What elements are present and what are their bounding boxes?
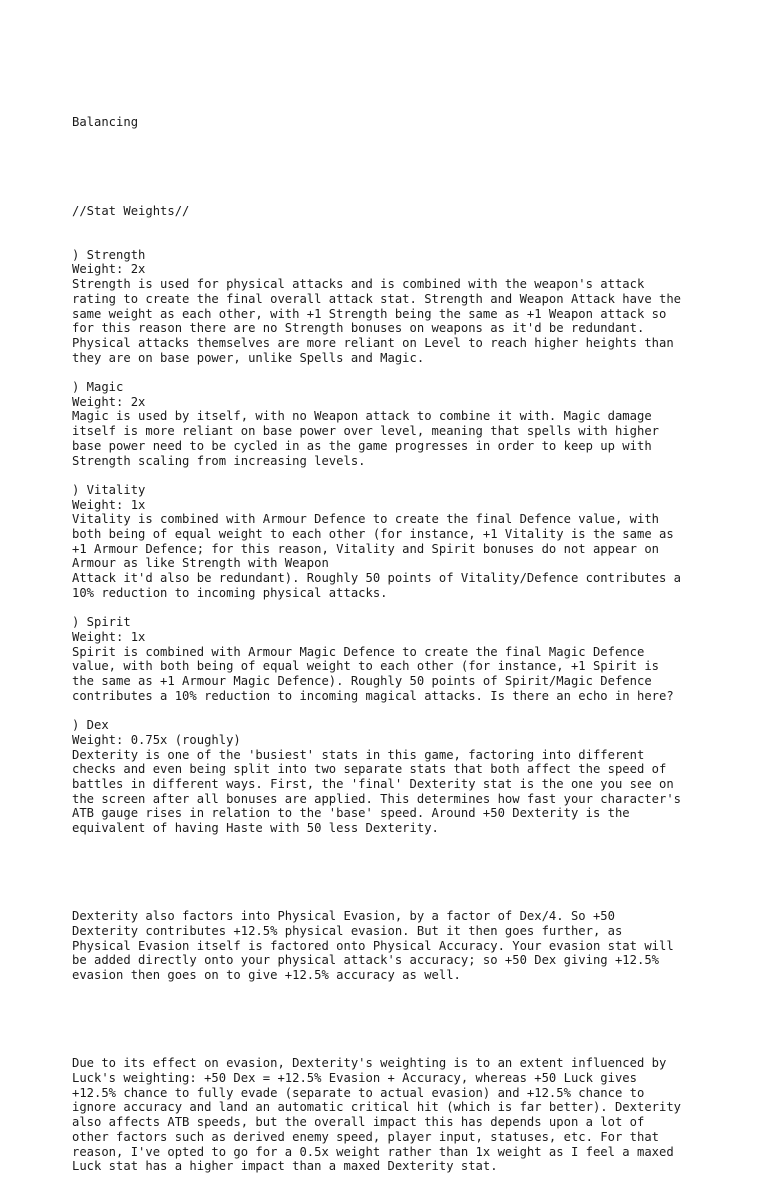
text-line: the screen after all bonuses are applied. This determines how fast your character's (72, 791, 682, 806)
text-line: 10% reduction to incoming physical attacks. (72, 585, 388, 600)
text-line: itself is more reliant on base power over level, meaning that spells with higher (72, 424, 659, 439)
text-line: ATB gauge rises in relation to the 'base' speed. Around +50 Dexterity is the (72, 806, 630, 821)
text-line: Physical Evasion itself is factored onto Physical Accuracy. Your evasion stat will (72, 938, 674, 953)
text-line: Dexterity also factors into Physical Evasion, by a factor of Dex/4. So +50 (72, 909, 615, 924)
spacer (72, 365, 712, 380)
text-line: Strength is used for physical attacks and is combined with the weapon's attack (72, 277, 645, 292)
text-line: Armour as like Strength with Weapon (72, 556, 329, 571)
stat-name: ) Vitality (72, 482, 146, 497)
text-line: +12.5% chance to fully evade (separate to actual evasion) and +12.5% chance to (72, 1085, 645, 1100)
text-line: other factors such as derived enemy speed, player input, statuses, etc. For that (72, 1129, 659, 1144)
text-line: +1 Armour Defence; for this reason, Vitality and Spirit bonuses do not appear on (72, 541, 659, 556)
text-line: both being of equal weight to each other (for instance, +1 Vitality is the same as (72, 527, 674, 542)
text-line: also affects ATB speeds, but the overall impact this has depends upon a lot of (72, 1115, 645, 1130)
text-line: Dexterity contributes +12.5% physical evasion. But it then goes further, as (72, 923, 623, 938)
dex-paragraph-2 (72, 909, 712, 983)
dex-paragraph-3 (72, 1056, 712, 1174)
text-line: reason, I've opted to go for a 0.5x weight rather than 1x weight as I feel a maxed (72, 1144, 674, 1159)
text-line: Attack it'd also be redundant). Roughly 50 points of Vitality/Defence contributes a (72, 571, 682, 586)
text-line: Physical attacks themselves are more reliant on Level to reach higher heights than (72, 335, 674, 350)
spacer (72, 865, 712, 880)
text-line: they are on base power, unlike Spells and Magic. (72, 350, 425, 365)
stat-section (72, 248, 712, 366)
text-line: Vitality is combined with Armour Defence to create the final Defence value, with (72, 512, 659, 527)
stat-weight: Weight: 2x (72, 262, 146, 277)
text-line: ignore accuracy and land an automatic critical hit (which is far better). Dexterity (72, 1100, 682, 1115)
text-line: Dexterity is one of the 'busiest' stats in this game, factoring into different (72, 747, 645, 762)
stat-name: ) Dex (72, 718, 109, 733)
text-line: Strength scaling from increasing levels. (72, 453, 366, 468)
text-line: checks and even being split into two separate stats that both affect the speed of (72, 762, 667, 777)
text-line: for this reason there are no Strength bonuses on weapons as it'd be redundant. (72, 321, 645, 336)
text-line: be added directly onto your physical attack's accuracy; so +50 Dex giving +12.5% (72, 953, 659, 968)
text-line: Magic is used by itself, with no Weapon attack to combine it with. Magic damage (72, 409, 652, 424)
stat-section (72, 483, 712, 601)
text-line: Spirit is combined with Armour Magic Defence to create the final Magic Defence (72, 644, 645, 659)
spacer (72, 160, 712, 175)
stat-name: ) Strength (72, 247, 146, 262)
stat-weight: Weight: 1x (72, 497, 146, 512)
text-line: value, with both being of equal weight to each other (for instance, +1 Spirit is (72, 659, 659, 674)
section-heading: //Stat Weights// (72, 203, 190, 218)
text-line: Due to its effect on evasion, Dexterity's weighting is to an extent influenced by (72, 1056, 667, 1071)
text-line: rating to create the final overall attack stat. Strength and Weapon Attack have the (72, 291, 682, 306)
document-page (72, 86, 712, 1189)
stat-weight: Weight: 1x (72, 629, 146, 644)
stat-section (72, 718, 712, 836)
text-line: Luck stat has a higher impact than a maxed Dexterity stat. (72, 1159, 498, 1174)
spacer (72, 703, 712, 718)
spacer (72, 468, 712, 483)
text-line: battles in different ways. First, the 'final' Dexterity stat is the one you see on (72, 776, 674, 791)
text-line: the same as +1 Armour Magic Defence). Roughly 50 points of Spirit/Magic Defence (72, 674, 652, 689)
spacer (72, 601, 712, 616)
text-line: Luck's weighting: +50 Dex = +12.5% Evasion + Accuracy, whereas +50 Luck gives (72, 1071, 637, 1085)
text-line: evasion then goes on to give +12.5% accuracy as well. (72, 968, 461, 983)
text-line: equivalent of having Haste with 50 less Dexterity. (72, 821, 439, 836)
spacer (72, 1012, 712, 1027)
stat-weight: Weight: 2x (72, 394, 146, 409)
stat-section (72, 380, 712, 468)
stat-name: ) Magic (72, 380, 124, 395)
text-line: same weight as each other, with +1 Strength being the same as +1 Weapon attack so (72, 306, 667, 321)
text-line: contributes a 10% reduction to incoming magical attacks. Is there an echo in here? (72, 688, 674, 703)
document-title: Balancing (72, 115, 139, 130)
stat-section (72, 615, 712, 703)
stat-sections (72, 248, 712, 836)
text-line: base power need to be cycled in as the game progresses in order to keep up with (72, 438, 652, 453)
stat-weight: Weight: 0.75x (roughly) (72, 732, 241, 747)
stat-name: ) Spirit (72, 615, 131, 630)
